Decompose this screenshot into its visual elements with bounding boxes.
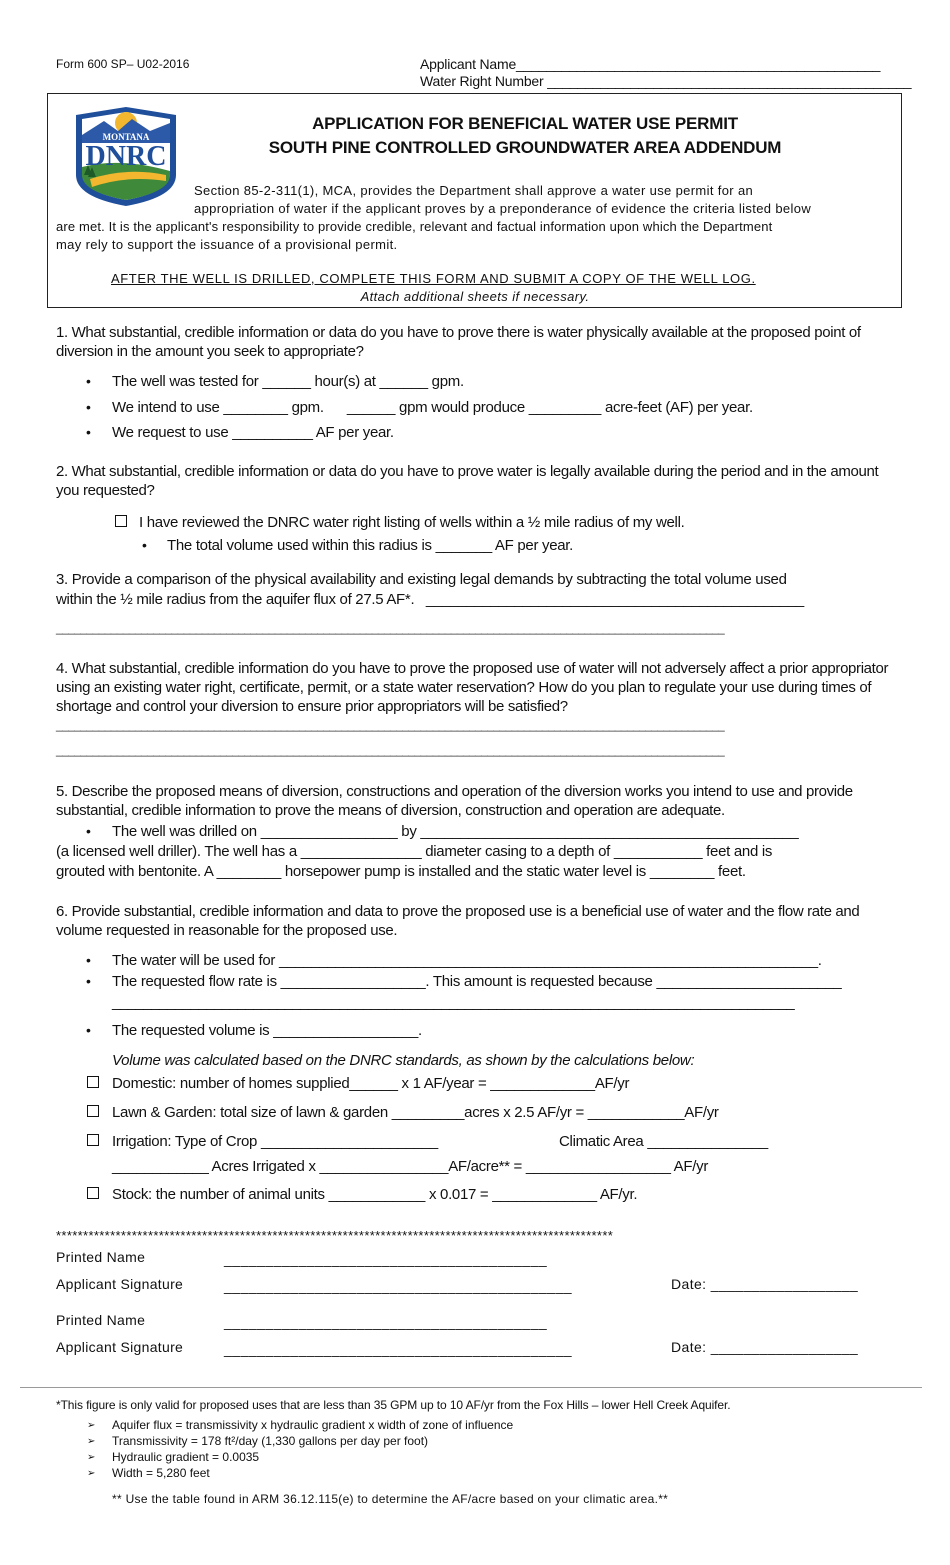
signature-date-2[interactable]: Date: __________________ [671, 1339, 859, 1355]
title-line-2: SOUTH PINE CONTROLLED GROUNDWATER AREA ADDENDUM [268, 138, 782, 157]
question-2: 2. What substantial, credible information or data do you have to prove water is legally available during the period and in the amount you requested? [56, 463, 879, 499]
instruction-text: AFTER THE WELL IS DRILLED, COMPLETE THIS FORM AND SUBMIT A COPY OF THE WELL LOG. [111, 271, 756, 286]
question-1: 1. What substantial, credible information or data do you have to prove there is water physically available at the proposed point of diversion in the amount you seek to appropriate? [56, 324, 861, 360]
question-4: 4. What substantial, credible information do you have to prove the proposed use of water will not adversely affect a prior appropriator using an existing water right, certificate, permit, or a state water reservation? How do you plan to regulate your use during times of shortage and control your diversion to ensure prior appropriators will be satisfied? [56, 660, 889, 715]
applicant-name-label: Applicant Name [420, 56, 517, 72]
logo-agency-text: DNRC [85, 141, 167, 172]
footnote-item-2: Transmissivity = 178 ft²/day (1,330 gallons per day per foot) [112, 1434, 429, 1448]
q6-calc-note: Volume was calculated based on the DNRC standards, as shown by the calculations below: [112, 1052, 695, 1069]
q5-casing-depth[interactable]: (a licensed well driller). The well has a _______________ diameter casing to a depth of ___________ feet and is [56, 843, 773, 860]
arrow-bullet-icon: ➢ [87, 1468, 96, 1479]
intro-line-2: appropriation of water if the applicant proves by a preponderance of evidence the criteria listed below [194, 201, 812, 216]
q4-answer-blank-1[interactable]: ______________________________________________________________________________________________________________ [56, 718, 725, 732]
domestic-calc[interactable]: Domestic: number of homes supplied______ x 1 AF/year = _____________AF/yr [112, 1075, 630, 1092]
water-right-number-label: Water Right Number [420, 73, 544, 89]
bullet-dot: • [142, 537, 147, 553]
q5-drilled-on[interactable]: The well was drilled on _________________ by _______________________________________________ [112, 823, 799, 840]
bullet-dot: • [86, 399, 91, 415]
lawn-garden-calc[interactable]: Lawn & Garden: total size of lawn & garden _________acres x 2.5 AF/yr = ____________AF/yr [112, 1104, 719, 1121]
q3-answer-blank[interactable]: ______________________________________________________________________________________________________________ [56, 621, 725, 635]
q2-total-volume[interactable]: The total volume used within this radius is _______ AF per year. [167, 537, 574, 554]
water-right-number-field[interactable] [420, 73, 911, 89]
printed-name-label-2: Printed Name [56, 1312, 146, 1328]
applicant-name-field[interactable] [420, 56, 880, 72]
irrigation-crop[interactable]: Irrigation: Type of Crop ______________________ [112, 1133, 438, 1150]
question-3-line-2[interactable]: within the ½ mile radius from the aquifer flux of 27.5 AF*. _______________________________________________ [56, 591, 804, 608]
applicant-signature-label-2: Applicant Signature [56, 1339, 184, 1355]
q6-requested-volume[interactable]: The requested volume is __________________. [112, 1022, 422, 1039]
signature-date-1[interactable]: Date: __________________ [671, 1276, 859, 1292]
footnote-item-4: Width = 5,280 feet [112, 1466, 210, 1480]
question-5: 5. Describe the proposed means of diversion, constructions and operation of the diversion works you intend to use and provide substantial, credible information to prove the means of diversion, construction and operation are adequate. [56, 783, 853, 819]
domestic-checkbox[interactable] [87, 1076, 99, 1088]
arrow-bullet-icon: ➢ [87, 1420, 96, 1431]
q6-water-use[interactable]: The water will be used for ___________________________________________________________________. [112, 952, 822, 969]
attach-note: Attach additional sheets if necessary. [360, 289, 590, 304]
intro-line-3: are met. It is the applicant's responsibility to provide credible, relevant and factual information upon which the Department [56, 219, 773, 234]
question-3-line-1: 3. Provide a comparison of the physical availability and existing legal demands by subtracting the total volume used [56, 571, 787, 588]
footnote-rule [20, 1387, 922, 1388]
question-6: 6. Provide substantial, credible information and data to prove the proposed use is a beneficial use of water and the flow rate and volume requested in reasonable for the proposed use. [56, 903, 860, 939]
q2-reviewed-checkbox[interactable] [115, 515, 127, 527]
star-divider: ******************************************************************************************************* [56, 1228, 614, 1243]
q4-answer-blank-2[interactable]: ______________________________________________________________________________________________________________ [56, 743, 725, 757]
applicant-signature-label-1: Applicant Signature [56, 1276, 184, 1292]
arrow-bullet-icon: ➢ [87, 1436, 96, 1447]
arrow-bullet-icon: ➢ [87, 1452, 96, 1463]
applicant-name-blank: ________________________________________________ [516, 56, 881, 72]
printed-name-line-1[interactable]: _______________________________________ [224, 1251, 548, 1267]
printed-name-line-2[interactable]: _______________________________________ [224, 1314, 548, 1330]
form-id: Form 600 SP– U02-2016 [56, 57, 190, 71]
printed-name-label-1: Printed Name [56, 1249, 146, 1265]
stock-calc[interactable]: Stock: the number of animal units ____________ x 0.017 = _____________ AF/yr. [112, 1186, 638, 1203]
bullet-dot: • [86, 952, 91, 968]
footnote-item-1: Aquifer flux = transmissivity x hydraulic gradient x width of zone of influence [112, 1418, 514, 1432]
q1-request-volume[interactable]: We request to use __________ AF per year. [112, 424, 394, 441]
bullet-dot: • [86, 973, 91, 989]
q1-intend-to-use[interactable]: We intend to use ________ gpm. ______ gpm would produce _________ acre-feet (AF) per year. [112, 399, 753, 416]
q6-flow-reason-blank[interactable]: _______________________________________________________________________________________ [112, 994, 795, 1011]
q2-reviewed-label: I have reviewed the DNRC water right listing of wells within a ½ mile radius of my well. [139, 514, 685, 531]
bullet-dot: • [86, 823, 91, 839]
irrigation-climatic-area[interactable]: Climatic Area _______________ [559, 1133, 768, 1150]
footnote-main: *This figure is only valid for proposed uses that are less than 35 GPM up to 10 AF/yr from the Fox Hills – lower Hell Creek Aquifer. [56, 1398, 731, 1412]
q6-flow-rate[interactable]: The requested flow rate is __________________. This amount is requested because _______________________ [112, 973, 842, 990]
intro-line-4: may rely to support the issuance of a provisional permit. [56, 237, 398, 252]
lawn-garden-checkbox[interactable] [87, 1105, 99, 1117]
irrigation-checkbox[interactable] [87, 1134, 99, 1146]
water-right-number-blank: ________________________________________________ [547, 73, 912, 89]
irrigation-calc[interactable]: ____________ Acres Irrigated x ________________AF/acre** = __________________ AF/yr [112, 1158, 709, 1175]
bullet-dot: • [86, 424, 91, 440]
intro-line-1: Section 85-2-311(1), MCA, provides the Department shall approve a water use permit for an [194, 183, 754, 198]
footnote-table-note: ** Use the table found in ARM 36.12.115(e) to determine the AF/acre based on your climatic area.** [112, 1492, 669, 1506]
footnote-item-3: Hydraulic gradient = 0.0035 [112, 1450, 260, 1464]
applicant-signature-line-1[interactable]: __________________________________________ [224, 1278, 573, 1294]
bullet-dot: • [86, 1022, 91, 1038]
logo-state-text: MONTANA [102, 132, 150, 142]
applicant-signature-line-2[interactable]: __________________________________________ [224, 1341, 573, 1357]
q5-pump-level[interactable]: grouted with bentonite. A ________ horsepower pump is installed and the static water level is ________ feet. [56, 863, 746, 880]
q1-well-tested[interactable]: The well was tested for ______ hour(s) at ______ gpm. [112, 373, 464, 390]
title-line-1: APPLICATION FOR BENEFICIAL WATER USE PERMIT [312, 114, 738, 133]
stock-checkbox[interactable] [87, 1187, 99, 1199]
bullet-dot: • [86, 373, 91, 389]
